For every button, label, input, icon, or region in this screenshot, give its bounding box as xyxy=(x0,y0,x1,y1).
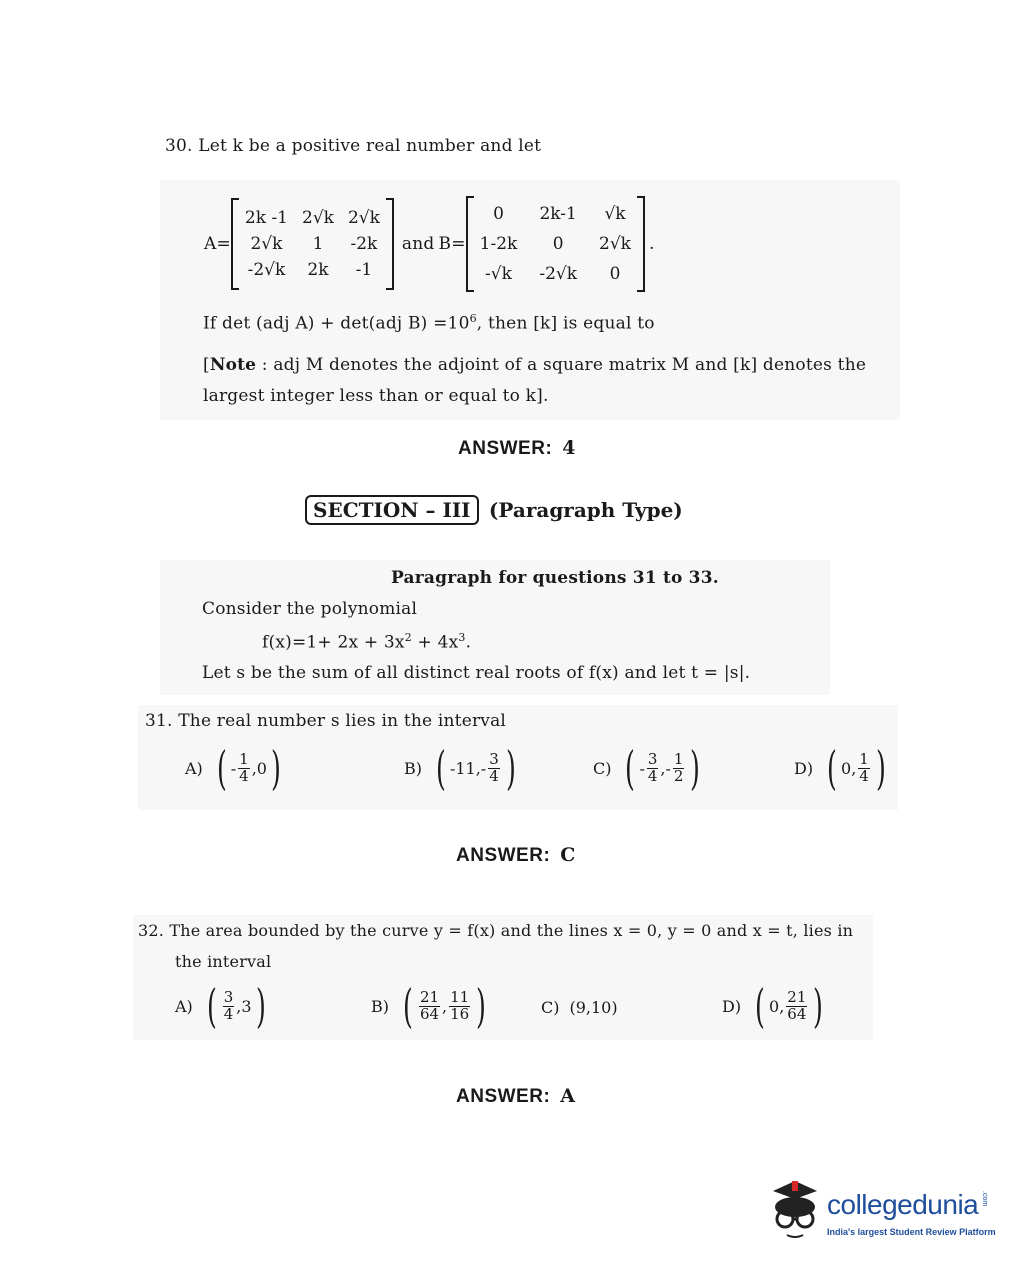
q32-text-line2: the interval xyxy=(175,952,272,971)
q32-answer xyxy=(456,1085,576,1108)
numerator: 1 xyxy=(673,749,684,768)
fraction xyxy=(223,987,235,1023)
q30-number: 30. xyxy=(165,136,193,156)
paragraph-line1: Consider the polynomial xyxy=(202,599,418,619)
numerator: 1 xyxy=(239,749,249,768)
q31-option-a[interactable] xyxy=(185,741,285,795)
q30-intro xyxy=(165,136,541,156)
interval-head: 0, xyxy=(841,758,857,778)
numerator: 3 xyxy=(489,749,499,768)
logo-brand-text: collegedunia xyxy=(827,1189,979,1220)
q30-intro-text: Let k be a positive real number and let xyxy=(198,136,542,156)
q32-answer-label: ANSWER: xyxy=(456,1086,551,1107)
matrix-a-cell: 2√k xyxy=(250,234,283,254)
paren-open: ( xyxy=(216,741,227,795)
matrix-a-cell: -2√k xyxy=(247,260,286,280)
q30-condition-a: If det (adj A) + det(adj B) =10 xyxy=(203,313,470,334)
matrix-b-cell: -√k xyxy=(485,264,512,284)
option-label: C) xyxy=(541,998,560,1017)
numerator: 3 xyxy=(647,749,658,768)
q30-note-rest: : adj M denotes the adjoint of a square matrix M and [k] denotes the xyxy=(256,355,867,375)
paragraph-heading: Paragraph for questions 31 to 33. xyxy=(391,568,719,588)
matrix-b-cell: 0 xyxy=(609,264,621,284)
q30-answer-value: 4 xyxy=(562,437,577,459)
option-label: A) xyxy=(185,758,203,778)
fraction xyxy=(858,749,870,785)
matrix-b-cell: 0 xyxy=(552,234,564,254)
paren-open: ( xyxy=(206,979,217,1033)
matrix-b-cell: 0 xyxy=(493,204,504,224)
option-label: B) xyxy=(371,996,389,1016)
paren-open: ( xyxy=(827,741,837,795)
q30-note-line2: largest integer less than or equal to k]. xyxy=(203,386,549,406)
q30-note-bracket: [ xyxy=(203,355,210,375)
interval-text: (9,10) xyxy=(569,998,618,1017)
q30-note-word: Note xyxy=(209,355,257,375)
matrix-b-left-bracket xyxy=(466,196,474,292)
q32-answer-value: A xyxy=(560,1085,576,1107)
matrix-a-cell: -1 xyxy=(355,260,373,280)
denominator: 2 xyxy=(673,766,684,785)
q30-condition xyxy=(203,312,655,334)
q32-number: 32. xyxy=(138,921,165,940)
q30-condition-b: , then [k] is equal to xyxy=(476,313,655,334)
matrix-equation xyxy=(204,196,655,292)
paren-close: ) xyxy=(875,741,886,795)
logo-brand xyxy=(827,1189,978,1221)
interval-head: -11,- xyxy=(449,758,487,778)
q30-note xyxy=(203,355,866,375)
q30-answer xyxy=(458,437,576,460)
numerator: 1 xyxy=(859,749,869,768)
matrix-b-cell: 1-2k xyxy=(479,234,518,254)
and-word: and xyxy=(401,234,435,254)
option-label: B) xyxy=(404,758,422,778)
matrix-a-cell: 1 xyxy=(312,234,324,254)
fraction xyxy=(786,987,807,1023)
q31-answer-label: ANSWER: xyxy=(456,845,551,866)
denominator: 4 xyxy=(239,766,249,785)
numerator: 21 xyxy=(787,987,807,1006)
minus-sign: - xyxy=(639,758,645,778)
paren-close: ) xyxy=(476,979,487,1033)
section-subtitle: (Paragraph Type) xyxy=(488,498,683,522)
student-mascot-icon xyxy=(765,1177,825,1245)
paren-close: ) xyxy=(690,741,701,795)
denominator: 16 xyxy=(450,1004,470,1023)
poly-exp-1: 2 xyxy=(404,631,412,644)
section-title: SECTION – III xyxy=(305,495,479,525)
logo-tagline: India's largest Student Review Platform xyxy=(827,1227,996,1237)
matrix-b-cell: 2√k xyxy=(599,234,631,254)
denominator: 4 xyxy=(859,766,869,785)
option-label: D) xyxy=(794,758,814,778)
polynomial xyxy=(262,631,471,653)
fraction xyxy=(673,749,685,785)
matrix-b-right-bracket xyxy=(637,196,645,292)
matrix-period: . xyxy=(648,234,655,254)
matrix-a-left-bracket xyxy=(231,198,239,290)
denominator: 4 xyxy=(223,1004,234,1023)
poly-part-b: + 4x xyxy=(411,632,459,653)
matrix-a-cell: -2k xyxy=(350,234,378,254)
paren-open: ( xyxy=(403,979,413,1033)
paren-close: ) xyxy=(813,979,824,1033)
paren-close: ) xyxy=(505,741,516,795)
logo-tld: .com xyxy=(981,1191,988,1207)
q31-answer xyxy=(456,844,576,867)
denominator: 64 xyxy=(419,1004,440,1023)
matrix-a-cell: 2√k xyxy=(302,208,334,228)
matrix-b-label: B= xyxy=(438,234,466,254)
poly-part-c: . xyxy=(465,632,472,653)
collegedunia-logo[interactable] xyxy=(765,1175,995,1250)
numerator: 11 xyxy=(450,987,470,1006)
q32-option-b[interactable] xyxy=(371,979,490,1033)
q31-option-d[interactable] xyxy=(794,741,890,795)
fraction xyxy=(647,749,659,785)
q31-question xyxy=(145,711,506,731)
denominator: 4 xyxy=(647,766,658,785)
paren-close: ) xyxy=(255,979,266,1033)
matrix-a-right-bracket xyxy=(386,198,394,290)
matrix-b-cell: 2k-1 xyxy=(539,204,577,224)
q31-answer-value: C xyxy=(560,844,576,866)
q32-option-d[interactable] xyxy=(722,979,827,1033)
denominator: 64 xyxy=(787,1004,807,1023)
q31-option-c[interactable] xyxy=(593,741,704,795)
q30-condition-exponent: 6 xyxy=(469,312,477,325)
q30-answer-label: ANSWER: xyxy=(458,438,553,459)
matrix-a-cell: 2k xyxy=(307,260,329,280)
q31-number: 31. xyxy=(145,711,173,731)
matrix-b-cell: √k xyxy=(604,204,626,224)
fraction xyxy=(238,749,250,785)
paren-open: ( xyxy=(436,741,446,795)
q32-text: The area bounded by the curve y = f(x) and the lines x = 0, y = 0 and x = t, lies in xyxy=(169,921,854,940)
poly-exp-2: 3 xyxy=(458,631,466,644)
option-label: D) xyxy=(722,996,742,1016)
paren-open: ( xyxy=(625,741,636,795)
matrix-a-label: A= xyxy=(204,234,231,254)
q31-text: The real number s lies in the interval xyxy=(178,711,507,731)
interval-mid: ,- xyxy=(660,758,671,778)
fraction xyxy=(449,987,470,1023)
paragraph-line3: Let s be the sum of all distinct real roots of f(x) and let t = |s|. xyxy=(202,663,751,683)
q32-option-c[interactable] xyxy=(541,998,618,1017)
section-heading xyxy=(305,498,683,522)
fraction xyxy=(488,749,500,785)
interval-mid: , xyxy=(442,996,448,1016)
poly-part-a: f(x)=1+ 2x + 3x xyxy=(262,632,405,653)
q32-option-a[interactable] xyxy=(175,979,270,1033)
matrix-a-cell: 2k -1 xyxy=(244,208,289,228)
numerator: 3 xyxy=(223,987,234,1006)
numerator: 21 xyxy=(419,987,440,1006)
paren-close: ) xyxy=(271,741,281,795)
q32-question xyxy=(138,921,853,940)
q31-option-b[interactable] xyxy=(404,741,520,795)
interval-head: 0, xyxy=(769,996,785,1016)
option-label: C) xyxy=(593,758,612,778)
interval-tail: ,0 xyxy=(251,758,267,778)
denominator: 4 xyxy=(489,766,499,785)
paren-open: ( xyxy=(755,979,765,1033)
matrix-a-cell: 2√k xyxy=(347,208,380,228)
minus-sign: - xyxy=(230,758,237,778)
option-label: A) xyxy=(175,996,193,1016)
matrix-a xyxy=(231,198,394,290)
fraction xyxy=(419,987,440,1023)
matrix-b-cell: -2√k xyxy=(539,264,578,284)
interval-tail: ,3 xyxy=(236,996,252,1016)
matrix-b xyxy=(466,196,645,292)
